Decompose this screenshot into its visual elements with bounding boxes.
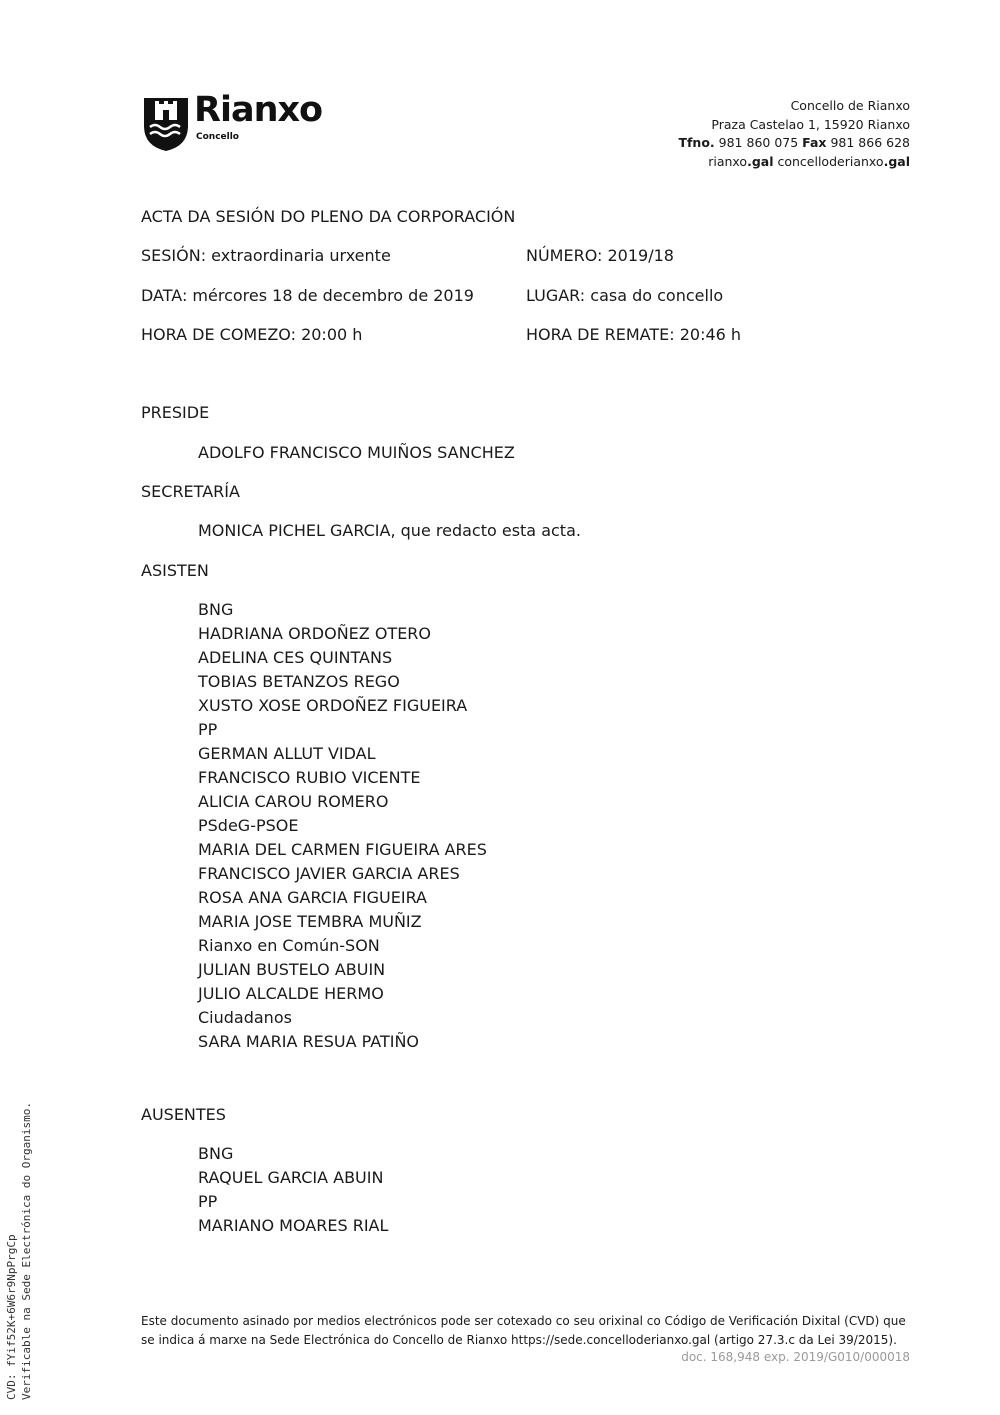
list-item: TOBIAS BETANZOS REGO	[198, 672, 400, 691]
list-item: MARIA DEL CARMEN FIGUEIRA ARES	[198, 840, 487, 859]
list-item: JULIAN BUSTELO ABUIN	[198, 960, 386, 979]
list-item: GERMAN ALLUT VIDAL	[198, 744, 376, 763]
preside-name: ADOLFO FRANCISCO MUIÑOS SANCHEZ	[198, 443, 515, 462]
absent-heading: AUSENTES	[141, 1105, 226, 1124]
web-line	[678, 153, 910, 172]
list-item: PP	[198, 720, 218, 739]
web2-prefix[interactable]: concelloderianxo	[777, 153, 884, 169]
absent-list	[198, 1142, 388, 1238]
phone-line	[678, 134, 910, 153]
list-item: PP	[198, 1192, 218, 1211]
document-title: ACTA DA SESIÓN DO PLENO DA CORPORACIÓN	[141, 207, 516, 226]
web1-prefix[interactable]: rianxo	[708, 153, 748, 169]
list-item: SARA MARIA RESUA PATIÑO	[198, 1032, 420, 1051]
contact-block	[678, 97, 910, 171]
list-item: MARIA JOSE TEMBRA MUÑIZ	[198, 912, 422, 931]
session-date: DATA: mércores 18 de decembro de 2019	[141, 286, 474, 305]
list-item: MARIANO MOARES RIAL	[198, 1216, 389, 1235]
list-item: PSdeG-PSOE	[198, 816, 299, 835]
org-address: Praza Castelao 1, 15920 Rianxo	[711, 116, 910, 132]
start-time: HORA DE COMEZO: 20:00 h	[141, 325, 363, 344]
list-item: JULIO ALCALDE HERMO	[198, 984, 384, 1003]
rianxo-shield-icon	[142, 96, 190, 152]
tel-number: 981 860 075	[718, 135, 799, 150]
list-item: BNG	[198, 600, 234, 619]
list-item: Rianxo en Común-SON	[198, 936, 380, 955]
document-reference: doc. 168,948 exp. 2019/G010/000018	[681, 1350, 910, 1364]
list-item: ALICIA CAROU ROMERO	[198, 792, 389, 811]
org-name: Concello de Rianxo	[790, 98, 910, 113]
fax-number: 981 866 628	[830, 135, 910, 150]
margin-verification	[4, 1102, 34, 1400]
verify-note: Verificable na Sede Electrónica do Organismo.	[20, 1101, 33, 1400]
list-item: ROSA ANA GARCIA FIGUEIRA	[198, 888, 427, 907]
attendees-list	[198, 598, 487, 1054]
attendees-heading: ASISTEN	[141, 561, 209, 580]
list-item: XUSTO XOSE ORDOÑEZ FIGUEIRA	[198, 696, 468, 715]
list-item: BNG	[198, 1144, 234, 1163]
list-item: FRANCISCO RUBIO VICENTE	[198, 768, 421, 787]
logo-subtitle: Concello	[196, 132, 239, 142]
list-item: ADELINA CES QUINTANS	[198, 648, 393, 667]
rianxo-logo	[142, 90, 352, 152]
tel-label: Tfno.	[678, 135, 715, 150]
fax-label: Fax	[802, 135, 827, 150]
session-number: NÚMERO: 2019/18	[526, 246, 674, 265]
preside-heading: PRESIDE	[141, 403, 210, 422]
web2-suffix[interactable]: .gal	[883, 153, 910, 169]
list-item: FRANCISCO JAVIER GARCIA ARES	[198, 864, 460, 883]
verification-notice: Este documento asinado por medios electrónicos pode ser cotexado co seu orixinal co Código de Verificación Dixital (CVD) que se indica á marxe na Sede Electrónica do Concello de Rianxo https://sede.concelloderianxo.gal (artigo 27.3.c da Lei 39/2015).	[141, 1314, 906, 1347]
cvd-code: CVD: fYif52K+6W6r9NpPrgCp	[5, 1234, 18, 1400]
secretary-name: MONICA PICHEL GARCIA, que redacto esta acta.	[198, 521, 581, 540]
session-place: LUGAR: casa do concello	[526, 286, 724, 305]
session-type: SESIÓN: extraordinaria urxente	[141, 246, 391, 265]
web1-suffix[interactable]: .gal	[747, 153, 774, 169]
logo-wordmark: Rianxo	[194, 90, 323, 130]
end-time: HORA DE REMATE: 20:46 h	[526, 325, 742, 344]
list-item: Ciudadanos	[198, 1008, 292, 1027]
list-item: HADRIANA ORDOÑEZ OTERO	[198, 624, 432, 643]
secretary-heading: SECRETARÍA	[141, 482, 240, 501]
list-item: RAQUEL GARCIA ABUIN	[198, 1168, 384, 1187]
